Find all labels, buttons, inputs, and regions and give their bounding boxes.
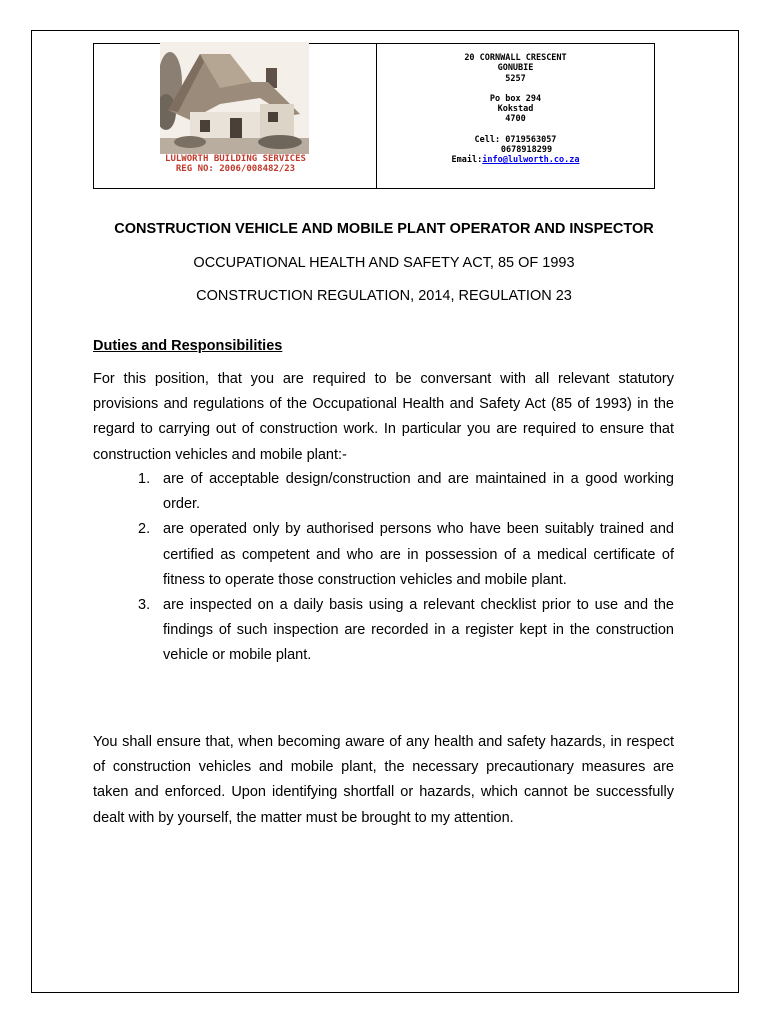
- address-line-3: 5257: [505, 73, 526, 84]
- list-item-number: 3.: [138, 597, 151, 614]
- duties-heading: Duties and Responsibilities: [93, 338, 283, 354]
- list-item: [93, 517, 674, 593]
- email-link[interactable]: info@lulworth.co.za: [482, 155, 580, 166]
- duties-list: [93, 467, 674, 669]
- list-item: [93, 467, 674, 517]
- address-line-1: 20 CORNWALL CRESCENT: [464, 53, 567, 63]
- list-item-number: 2.: [138, 521, 151, 538]
- regulation-subtitle: CONSTRUCTION REGULATION, 2014, REGULATION 23: [196, 288, 572, 304]
- list-item-text: are inspected on a daily basis using a relevant checklist prior to use and the findings of such inspection are recorded in a register kept in the construction vehicle or mobile plant.: [163, 597, 674, 664]
- po-box: Po box 294: [489, 93, 542, 104]
- list-item-text: are of acceptable design/construction and are maintained in a good working order.: [163, 471, 674, 513]
- letterhead: [93, 43, 655, 189]
- cell-number-1: Cell: 0719563057: [474, 134, 557, 145]
- po-town: Kokstad: [497, 104, 534, 115]
- closing-paragraph: You shall ensure that, when becoming aware of any health and safety hazards, in respect of construction vehicles and mobile plant, the necessary precautionary measures are taken and enforced. Upon identifying shortfall or hazards, which cannot be successfully dealt with by yourself, the matter must be brought to my attention.: [93, 734, 674, 826]
- act-subtitle: OCCUPATIONAL HEALTH AND SAFETY ACT, 85 OF 1993: [193, 255, 575, 271]
- registration-number: REG NO: 2006/008482/23: [175, 164, 296, 174]
- letterhead-contact-panel: [377, 44, 654, 188]
- po-code: 4700: [505, 114, 526, 125]
- email-label: Email:: [451, 155, 483, 166]
- thatched-house-photo: [160, 42, 309, 154]
- letterhead-logo-panel: [94, 44, 377, 188]
- list-item-number: 1.: [138, 471, 151, 487]
- email-line: [377, 155, 654, 165]
- list-item-text: are operated only by authorised persons who have been suitably trained and certified as competent and who are in possession of a medical certificate of fitness to operate those construction vehicles and mobile plant.: [163, 521, 674, 588]
- address-line-2: GONUBIE: [497, 63, 534, 74]
- document-title: CONSTRUCTION VEHICLE AND MOBILE PLANT OPERATOR AND INSPECTOR: [114, 221, 654, 237]
- cell-number-2: 0678918299: [500, 145, 553, 156]
- company-name-block: [94, 154, 377, 174]
- list-item: [93, 593, 674, 669]
- intro-paragraph: For this position, that you are required to be conversant with all relevant statutory provisions and regulations of the Occupational Health and Safety Act (85 of 1993) in the regard to carrying out of construction work. In particular you are required to ensure that construction vehicles and mobile plant:-: [93, 371, 674, 463]
- company-name: LULWORTH BUILDING SERVICES: [165, 154, 306, 164]
